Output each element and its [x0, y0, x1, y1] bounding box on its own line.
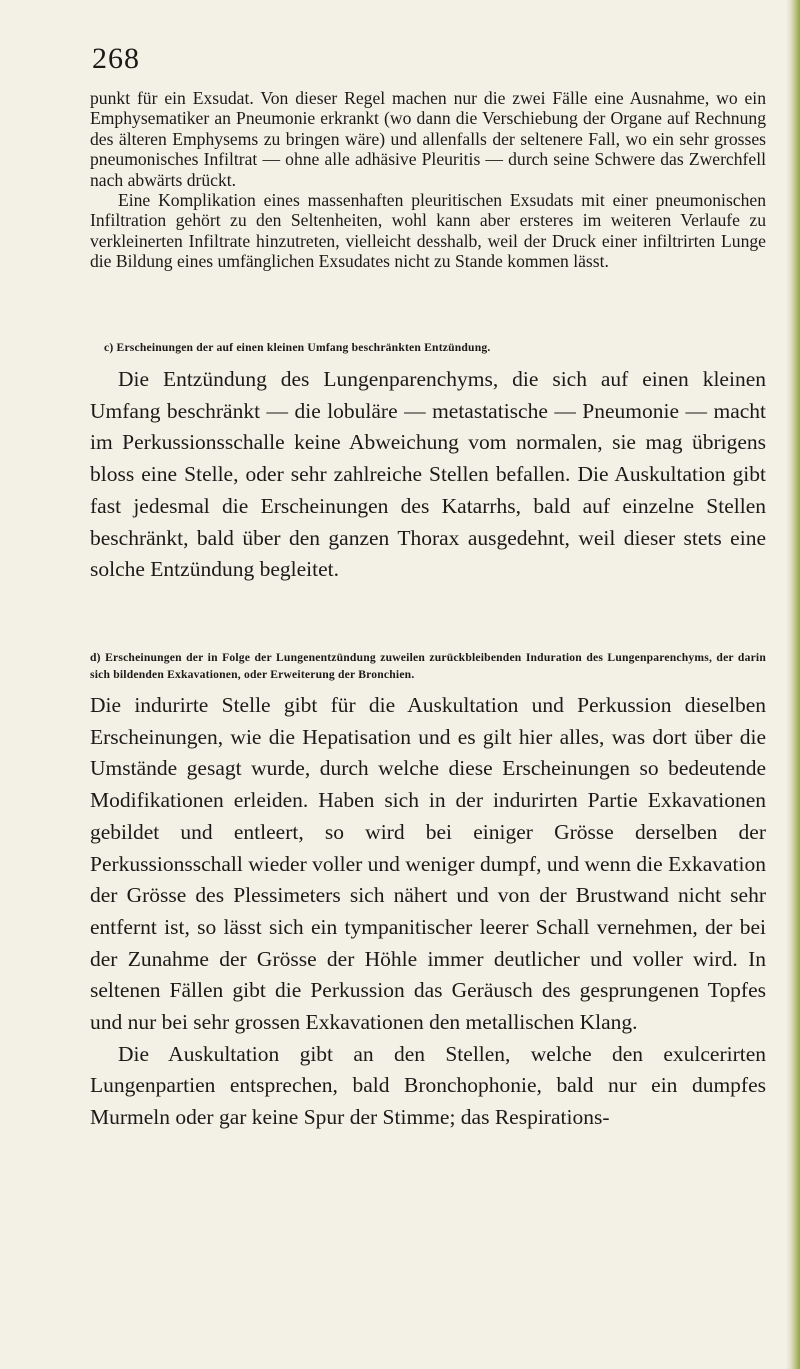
paragraph-complication: Eine Komplikation eines massenhaften pleuritischen Exsudats mit einer pneumonischen Infiltration gehört zu den Seltenheiten, wohl kann aber ersteres im weiteren Verlaufe zu verkleinerten Infiltrate hinzutreten, vielleicht desshalb, weil der Druck einer infiltrirten Lunge die Bildung eines umfänglichen Exsudates nicht zu Stande kommen lässt. — [90, 190, 766, 272]
section-d — [90, 690, 766, 1134]
paragraph-section-d-2: Die Auskultation gibt an den Stellen, welche den exulcerirten Lungenpartien entsprechen, bald Bronchophonie, bald nur ein dumpfes Murmeln oder gar keine Spur der Stimme; das Respirations- — [90, 1041, 766, 1130]
section-heading-d: d) Erscheinungen der in Folge der Lungenentzündung zuweilen zurückbleibenden Induration des Lungenparenchyms, der darin sich bildenden Exkavationen, oder Erweiterung der Bronchien. — [90, 651, 766, 681]
paragraph-section-c: Die Entzündung des Lungenparenchyms, die sich auf einen kleinen Umfang beschränkt — die lobuläre — metastatische — Pneumonie — macht im Perkussionsschalle keine Abweichung vom normalen, sie mag übrigens bloss eine Stelle, oder sehr zahlreiche Stellen befallen. Die Auskultation gibt fast jedesmal die Erscheinungen des Katarrhs, bald auf einzelne Stellen beschränkt, bald über den ganzen Thorax ausgedehnt, weil dieser stets eine solche Entzündung begleitet. — [90, 367, 766, 582]
page-number: 268 — [92, 42, 140, 75]
paragraph-intro-continued: punkt für ein Exsudat. Von dieser Regel machen nur die zwei Fälle eine Ausnahme, wo ein Emphysematiker an Pneumonie erkrankt (wo dann die Verschiebung der Organe auf Rechnung des älteren Emphysems zu bringen wäre) und allenfalls der seltenere Fall, wo ein sehr grosses pneumonisches Infiltrat — ohne alle adhäsive Pleuritis — durch seine Schwere das Zwerchfell nach abwärts drückt. — [90, 88, 766, 190]
intro-section — [90, 88, 766, 272]
section-heading-c: c) Erscheinungen der auf einen kleinen Umfang beschränkten Entzündung. — [104, 341, 491, 354]
paragraph-section-d-1: Die indurirte Stelle gibt für die Auskultation und Perkussion dieselben Erscheinungen, wie die Hepatisation und es gilt hier alles, was dort über die Umstände gesagt wurde, durch welche diese Erscheinungen so bedeutende Modifikationen erleiden. Haben sich in der indurirten Partie Exkavationen gebildet und entleert, so wird bei einiger Grösse derselben der Perkussionsschall wieder voller und weniger dumpf, und wenn die Exkavation der Grösse des Plessimeters sich nähert und von der Brustwand nicht sehr entfernt ist, so lässt sich ein tympanitischer leerer Schall vernehmen, der bei der Zunahme der Grösse der Höhle immer deutlicher und voller wird. In seltenen Fällen gibt die Perkussion das Geräusch des gesprungenen Topfes und nur bei sehr grossen Exkavationen den metallischen Klang. — [90, 693, 766, 1035]
page-edge — [786, 0, 800, 1369]
section-c — [90, 364, 766, 586]
